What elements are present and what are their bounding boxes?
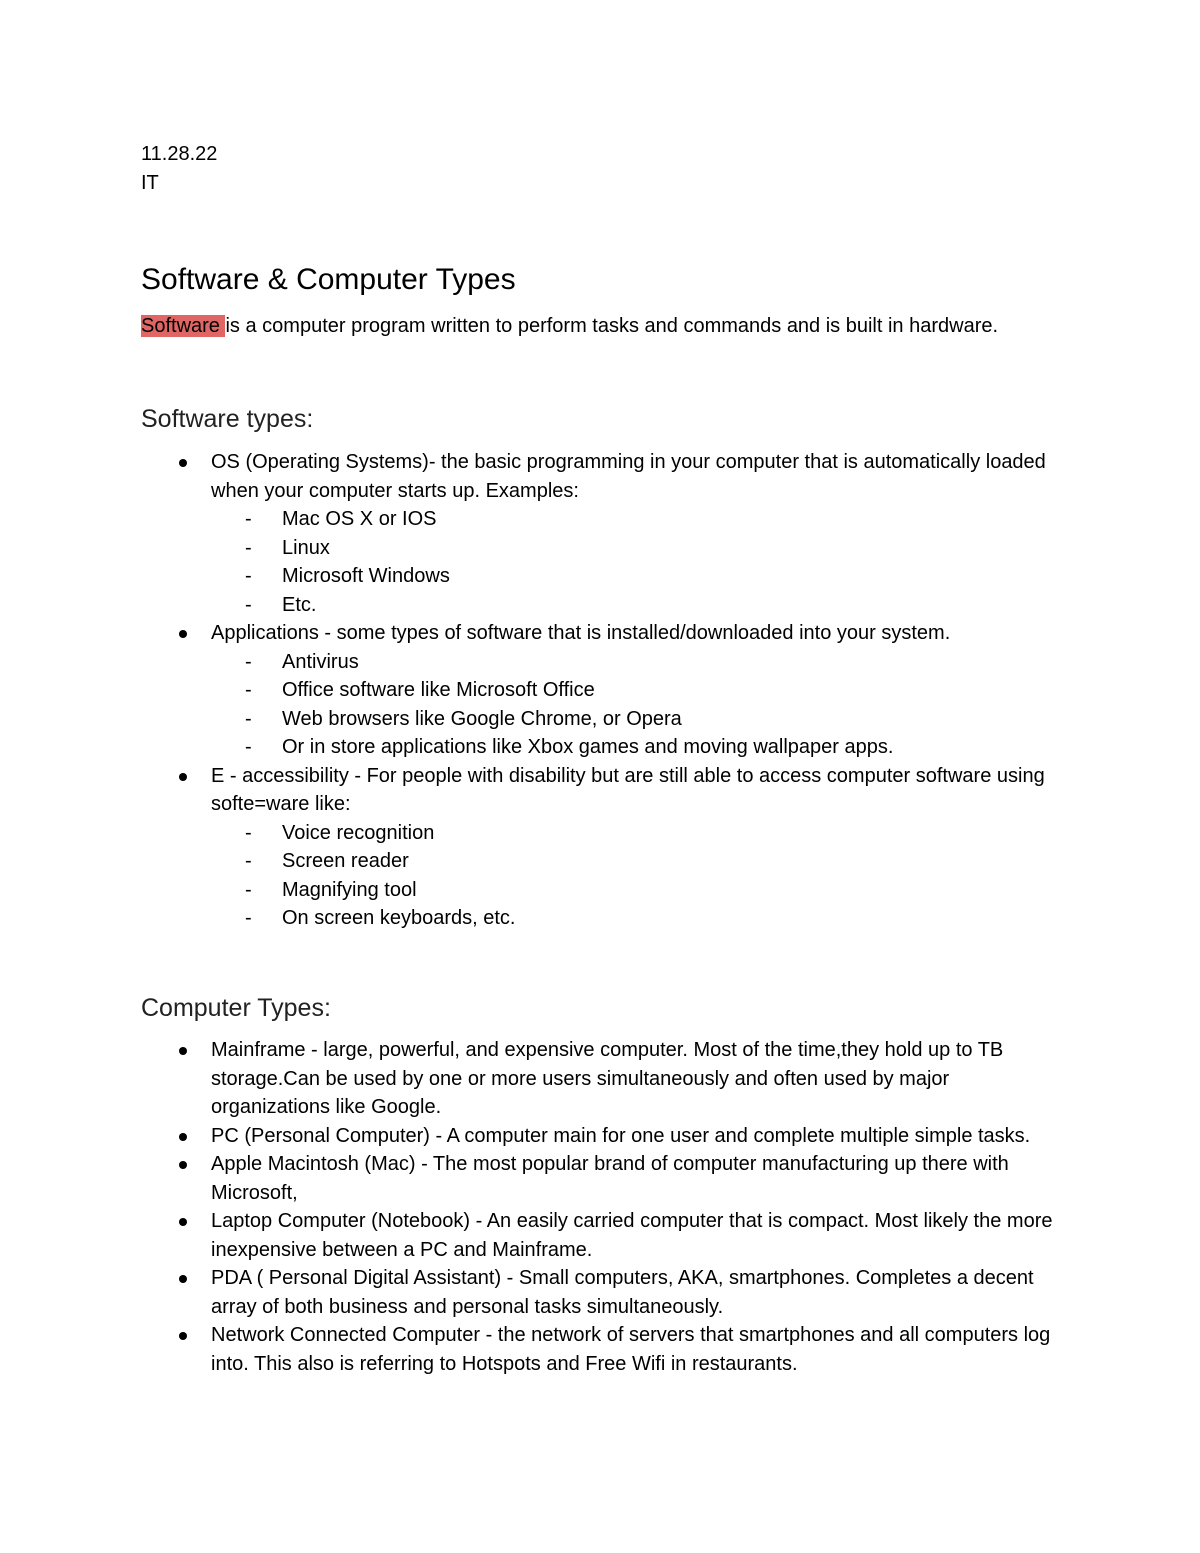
subject-line: IT <box>141 172 159 194</box>
list-item-text: OS (Operating Systems)- the basic programming in your computer that is automatically loaded when your computer starts up. Examples: <box>211 451 1046 502</box>
sub-list-item-text: Antivirus <box>282 650 359 673</box>
sub-list-item-text: Etc. <box>282 593 317 616</box>
list-item-text: Network Connected Computer - the network of servers that smartphones and all computers log into. This also is referring to Hotspots and Free Wifi in restaurants. <box>211 1324 1051 1375</box>
list-item-text: Apple Macintosh (Mac) - The most popular brand of computer manufacturing up there with Microsoft, <box>211 1153 1009 1204</box>
dash-icon: - <box>245 821 252 844</box>
sub-list-item-text: On screen keyboards, etc. <box>282 907 516 929</box>
list-item-text: Mainframe - large, powerful, and expensive computer. Most of the time,they hold up to TB storage.Can be used by one or more users simultaneously and often used by major organizations like Google. <box>211 1039 1004 1118</box>
list-item <box>141 1321 1071 1378</box>
highlighted-term: Software <box>141 315 226 337</box>
bullet-icon <box>179 1332 187 1340</box>
sub-list-item <box>211 819 1071 848</box>
sub-list-item-text: Web browsers like Google Chrome, or Opera <box>282 707 682 730</box>
bullet-icon <box>179 1218 187 1226</box>
document-title: Software & Computer Types <box>141 263 516 296</box>
list-item <box>141 619 1071 762</box>
dash-icon: - <box>245 565 252 587</box>
dash-icon: - <box>245 878 252 901</box>
bullet-icon <box>179 773 187 781</box>
sub-list-item-text: Or in store applications like Xbox games and moving wallpaper apps. <box>282 736 894 758</box>
sub-list-item-text: Linux <box>282 536 330 559</box>
intro-paragraph <box>141 312 1041 341</box>
list-item <box>141 1207 1071 1264</box>
dash-icon: - <box>245 907 252 929</box>
sub-list-item <box>211 847 1071 876</box>
sub-list-item <box>211 591 1071 620</box>
bullet-icon <box>179 1275 187 1283</box>
dash-icon: - <box>245 650 252 673</box>
sub-list-item <box>211 648 1071 677</box>
sub-list-item <box>211 904 1071 933</box>
list-item-text: E - accessibility - For people with disability but are still able to access computer software using softe=ware like: <box>211 764 1045 815</box>
dash-icon: - <box>245 593 252 616</box>
sub-list-item-text: Mac OS X or IOS <box>282 508 437 530</box>
software-types-heading: Software types: <box>141 405 314 433</box>
sub-list <box>211 819 1071 933</box>
sub-list-item-text: Screen reader <box>282 850 409 872</box>
dash-icon: - <box>245 850 252 872</box>
list-item-text: PDA ( Personal Digital Assistant) - Small computers, AKA, smartphones. Completes a decent array of both business and personal tasks simultaneously. <box>211 1267 1034 1318</box>
list-item <box>141 1264 1071 1321</box>
sub-list-item <box>211 505 1071 534</box>
dash-icon: - <box>245 707 252 730</box>
dash-icon: - <box>245 736 252 758</box>
list-item-text: PC (Personal Computer) - A computer main for one user and complete multiple simple tasks. <box>211 1124 1031 1147</box>
list-item-text: Applications - some types of software that is installed/downloaded into your system. <box>211 622 951 644</box>
list-item <box>141 1036 1071 1122</box>
list-item <box>141 762 1071 933</box>
bullet-icon <box>179 459 187 467</box>
list-item-text: Laptop Computer (Notebook) - An easily carried computer that is compact. Most likely the more inexpensive between a PC and Mainframe. <box>211 1210 1053 1261</box>
sub-list-item <box>211 676 1071 705</box>
sub-list-item <box>211 876 1071 905</box>
list-item <box>141 448 1071 619</box>
list-item <box>141 1122 1071 1151</box>
bullet-icon <box>179 1047 187 1055</box>
bullet-icon <box>179 1161 187 1169</box>
dash-icon: - <box>245 679 252 701</box>
bullet-icon <box>179 630 187 638</box>
sub-list-item <box>211 705 1071 734</box>
sub-list-item-text: Magnifying tool <box>282 878 417 901</box>
sub-list-item <box>211 562 1071 591</box>
dash-icon: - <box>245 536 252 559</box>
sub-list-item <box>211 733 1071 762</box>
intro-text: is a computer program written to perform tasks and commands and is built in hardware. <box>225 315 999 337</box>
dash-icon: - <box>245 508 252 530</box>
bullet-icon <box>179 1133 187 1141</box>
sub-list-item-text: Office software like Microsoft Office <box>282 679 595 701</box>
sub-list-item-text: Microsoft Windows <box>282 565 450 587</box>
document-page <box>141 140 1071 1375</box>
sub-list-item <box>211 534 1071 563</box>
sub-list-item-text: Voice recognition <box>282 821 435 844</box>
sub-list <box>211 505 1071 619</box>
list-item <box>141 1150 1071 1207</box>
date-line: 11.28.22 <box>141 143 218 165</box>
software-types-list <box>141 448 1071 933</box>
computer-types-list <box>141 1036 1071 1378</box>
sub-list <box>211 648 1071 762</box>
computer-types-heading: Computer Types: <box>141 994 331 1022</box>
